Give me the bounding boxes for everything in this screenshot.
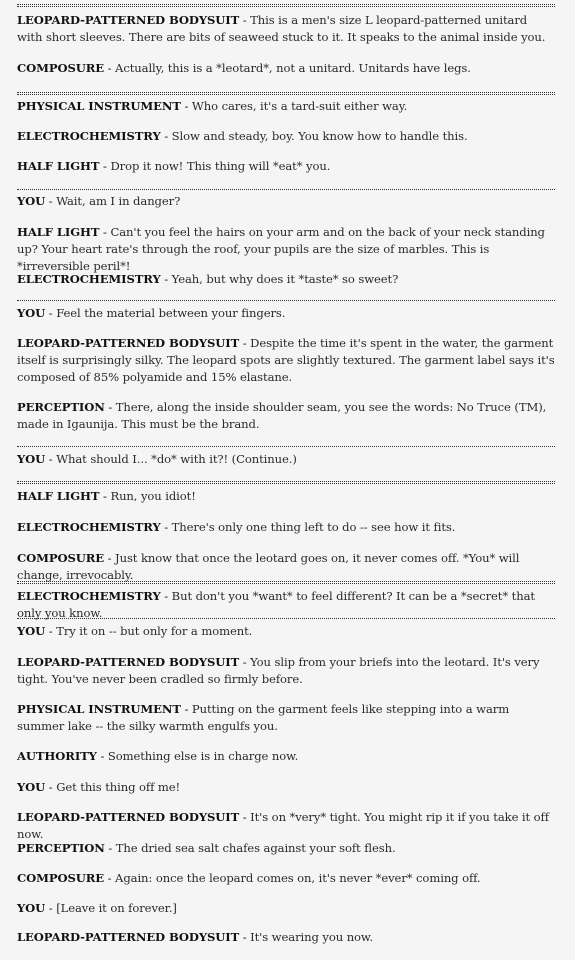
dialogue-entry: COMPOSURE - Again: once the leopard comes on, it's never *ever* coming off.: [17, 871, 481, 885]
speaker-name: YOU: [17, 452, 46, 466]
dialogue-entry: ELECTROCHEMISTRY - But don't you *want* to feel different? It can be a *secret* that only you know.: [17, 589, 535, 620]
dialogue-text: Run, you idiot!: [110, 489, 196, 503]
dialogue-entry: PHYSICAL INSTRUMENT - Who cares, it's a tard-suit either way.: [17, 99, 408, 113]
player-choice: YOU - [Leave it on forever.]: [17, 901, 177, 915]
dialogue-entry: ELECTROCHEMISTRY - There's only one thing left to do -- see how it fits.: [17, 520, 456, 534]
speaker-name: AUTHORITY: [17, 749, 97, 763]
speaker-name: COMPOSURE: [17, 551, 105, 565]
speaker-name: YOU: [17, 306, 46, 320]
speaker-name: HALF LIGHT: [17, 225, 100, 239]
section-divider: [17, 300, 555, 301]
speaker-name: ELECTROCHEMISTRY: [17, 520, 161, 534]
dialogue-text: Putting on the garment feels like stepping into a warm summer lake -- the silky warmth engulfs you.: [17, 702, 510, 733]
section-divider: [17, 92, 555, 95]
speaker-name: LEOPARD-PATTERNED BODYSUIT: [17, 336, 240, 350]
dialogue-text: Something else is in charge now.: [107, 749, 299, 763]
dialogue-text: Who cares, it's a tard-suit either way.: [191, 99, 408, 113]
section-divider: [17, 189, 555, 190]
dialogue-text: Can't you feel the hairs on your arm and on the back of your neck standing up? Your heart rate's through the roof, your pupils are the size of marbles. This is *irreversible peril*!: [17, 225, 545, 273]
speaker-name: YOU: [17, 780, 46, 794]
dialogue-text: What should I... *do* with it?! (Continue.): [56, 452, 297, 466]
dialogue-text: It's on *very* tight. You might rip it if you take it off now.: [17, 810, 549, 841]
dialogue-text: Slow and steady, boy. You know how to handle this.: [171, 129, 468, 143]
dialogue-entry: COMPOSURE - Just know that once the leotard goes on, it never comes off. *You* will change, irrevocably.: [17, 551, 520, 582]
speaker-name: YOU: [17, 901, 46, 915]
speaker-name: LEOPARD-PATTERNED BODYSUIT: [17, 13, 240, 27]
dialogue-text: Drop it now! This thing will *eat* you.: [110, 159, 331, 173]
player-choice: YOU - What should I... *do* with it?! (Continue.): [17, 452, 297, 466]
section-divider: [17, 481, 555, 484]
dialogue-text: Feel the material between your fingers.: [56, 306, 286, 320]
dialogue-entry: PERCEPTION - The dried sea salt chafes against your soft flesh.: [17, 841, 396, 855]
dialogue-text: There's only one thing left to do -- see how it fits.: [171, 520, 456, 534]
dialogue-entry: ELECTROCHEMISTRY - Yeah, but why does it *taste* so sweet?: [17, 272, 399, 286]
dialogue-text: Yeah, but why does it *taste* so sweet?: [171, 272, 399, 286]
dialogue-entry: PHYSICAL INSTRUMENT - Putting on the garment feels like stepping into a warm summer lake -- the silky warmth engulfs you.: [17, 702, 510, 733]
dialogue-entry: PERCEPTION - There, along the inside shoulder seam, you see the words: No Truce (TM), made in Igaunija. This must be the brand.: [17, 400, 547, 431]
speaker-name: PERCEPTION: [17, 400, 105, 414]
dialogue-entry: LEOPARD-PATTERNED BODYSUIT - It's wearing you now.: [17, 930, 373, 944]
dialogue-text: But don't you *want* to feel different? It can be a *secret* that only you know.: [17, 589, 535, 620]
dialogue-entry: AUTHORITY - Something else is in charge now.: [17, 749, 299, 763]
speaker-name: PHYSICAL INSTRUMENT: [17, 99, 181, 113]
dialogue-text: Try it on -- but only for a moment.: [56, 624, 253, 638]
player-choice: YOU - Wait, am I in danger?: [17, 194, 181, 208]
dialogue-text: Get this thing off me!: [56, 780, 181, 794]
speaker-name: PERCEPTION: [17, 841, 105, 855]
dialogue-text: Wait, am I in danger?: [56, 194, 181, 208]
player-choice: YOU - Get this thing off me!: [17, 780, 181, 794]
dialogue-text: The dried sea salt chafes against your soft flesh.: [115, 841, 396, 855]
dialogue-text: [Leave it on forever.]: [56, 901, 177, 915]
speaker-name: YOU: [17, 194, 46, 208]
dialogue-entry: ELECTROCHEMISTRY - Slow and steady, boy. You know how to handle this.: [17, 129, 468, 143]
player-choice: YOU - Try it on -- but only for a moment.: [17, 624, 253, 638]
speaker-name: HALF LIGHT: [17, 489, 100, 503]
dialogue-text: Just know that once the leotard goes on, it never comes off. *You* will change, irrevocably.: [17, 551, 520, 582]
dialogue-entry: HALF LIGHT - Can't you feel the hairs on your arm and on the back of your neck standing up? Your heart rate's through the roof, your pupils are the size of marbles. This is *irreversible peril*!: [17, 225, 545, 273]
section-divider: [17, 446, 555, 447]
dialogue-text: There, along the inside shoulder seam, you see the words: No Truce (TM), made in Igaunija. This must be the brand.: [17, 400, 547, 431]
speaker-name: PHYSICAL INSTRUMENT: [17, 702, 181, 716]
dialogue-text: Actually, this is a *leotard*, not a unitard. Unitards have legs.: [115, 61, 471, 75]
dialogue-text: Again: once the leopard comes on, it's never *ever* coming off.: [115, 871, 481, 885]
speaker-name: COMPOSURE: [17, 61, 105, 75]
speaker-name: LEOPARD-PATTERNED BODYSUIT: [17, 930, 240, 944]
dialogue-entry: LEOPARD-PATTERNED BODYSUIT - You slip from your briefs into the leotard. It's very tight. You've never been cradled so firmly before.: [17, 655, 540, 686]
dialogue-text: You slip from your briefs into the leotard. It's very tight. You've never been cradled so firmly before.: [17, 655, 540, 686]
speaker-name: COMPOSURE: [17, 871, 105, 885]
dialogue-text: This is a men's size L leopard-patterned unitard with short sleeves. There are bits of seaweed stuck to it. It speaks to the animal inside you.: [17, 13, 546, 44]
speaker-name: ELECTROCHEMISTRY: [17, 272, 161, 286]
dialogue-text: Despite the time it's spent in the water, the garment itself is surprisingly silky. The leopard spots are slightly textured. The garment label says it's composed of 85% polyamide and 15% elastane.: [17, 336, 555, 384]
speaker-name: LEOPARD-PATTERNED BODYSUIT: [17, 655, 240, 669]
dialogue-entry: LEOPARD-PATTERNED BODYSUIT - It's on *very* tight. You might rip it if you take it off now.: [17, 810, 549, 841]
speaker-name: ELECTROCHEMISTRY: [17, 129, 161, 143]
speaker-name: YOU: [17, 624, 46, 638]
dialogue-entry: HALF LIGHT - Drop it now! This thing will *eat* you.: [17, 159, 331, 173]
dialogue-entry: LEOPARD-PATTERNED BODYSUIT - Despite the time it's spent in the water, the garment itself is surprisingly silky. The leopard spots are slightly textured. The garment label says it's composed of 85% polyamide and 15% elastane.: [17, 336, 555, 384]
speaker-name: LEOPARD-PATTERNED BODYSUIT: [17, 810, 240, 824]
dialogue-entry: COMPOSURE - Actually, this is a *leotard*, not a unitard. Unitards have legs.: [17, 61, 471, 75]
speaker-name: ELECTROCHEMISTRY: [17, 589, 161, 603]
section-divider: [17, 4, 555, 7]
speaker-name: HALF LIGHT: [17, 159, 100, 173]
dialogue-entry: HALF LIGHT - Run, you idiot!: [17, 489, 196, 503]
dialogue-text: It's wearing you now.: [250, 930, 373, 944]
dialogue-entry: LEOPARD-PATTERNED BODYSUIT - This is a men's size L leopard-patterned unitard with short sleeves. There are bits of seaweed stuck to it. It speaks to the animal inside you.: [17, 13, 546, 44]
player-choice: YOU - Feel the material between your fingers.: [17, 306, 286, 320]
